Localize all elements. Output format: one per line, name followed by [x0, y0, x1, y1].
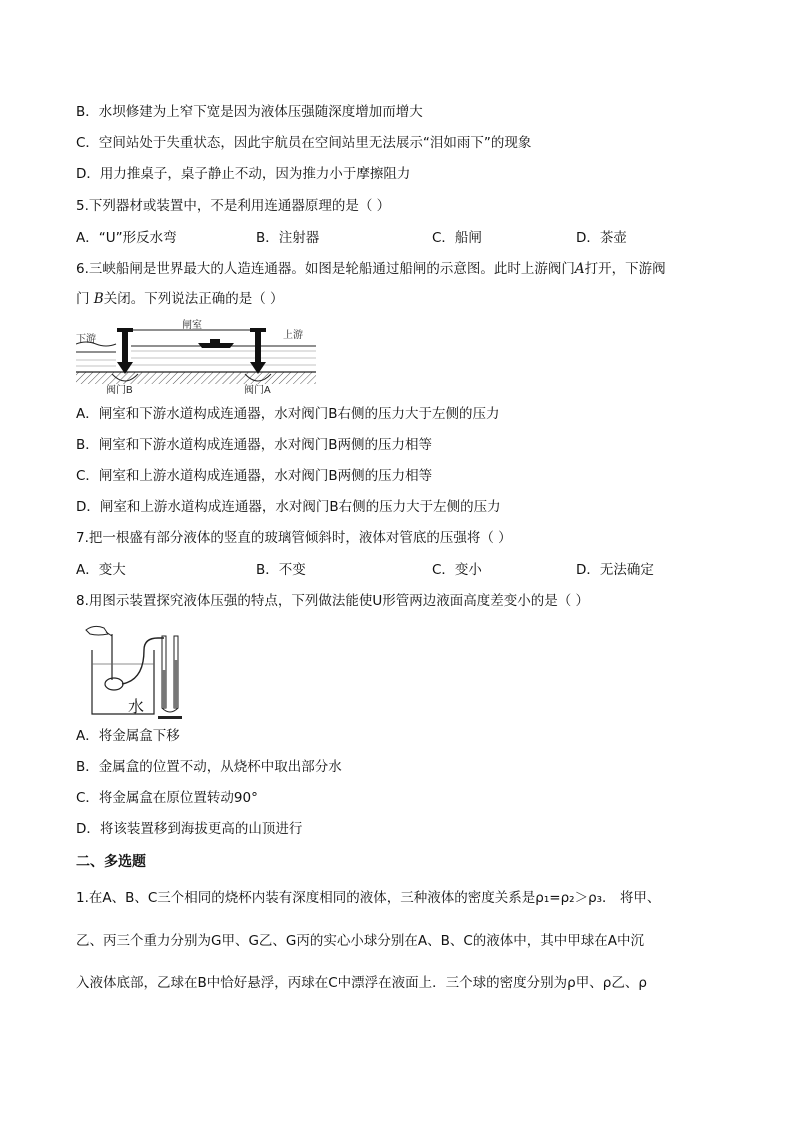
q5-option-b: B．注射器 [256, 230, 320, 246]
q5-option-a: A．“U”形反水弯 [76, 230, 177, 246]
label-lock-room: 闸室 [182, 320, 202, 331]
q6-option-c: C．闸室和上游水道构成连通器，水对阀门B两侧的压力相等 [76, 468, 433, 484]
question-6-line-1: 6.三峡船闸是世界最大的人造连通器。如图是轮船通过船闸的示意图。此时上游阀门A打开，下游阀 [76, 261, 666, 277]
q6-option-d: D．闸室和上游水道构成连通器，水对阀门B右侧的压力大于左侧的压力 [76, 499, 501, 515]
label-valve-a: 阀门A [244, 385, 271, 396]
question-7: 7.把一根盛有部分液体的竖直的玻璃管倾斜时，液体对管底的压强将（ ） [76, 530, 512, 546]
ship-lock-figure [76, 318, 316, 398]
q6-option-a: A．闸室和下游水道构成连通器，水对阀门B右侧的压力大于左侧的压力 [76, 406, 500, 422]
label-valve-b: 阀门B [106, 385, 133, 396]
label-downstream: 下游 [76, 334, 96, 345]
question-8: 8.用图示装置探究液体压强的特点，下列做法能使U形管两边液面高度差变小的是（ ） [76, 593, 590, 609]
q6-option-b: B．闸室和下游水道构成连通器，水对阀门B两侧的压力相等 [76, 437, 433, 453]
q7-option-a: A．变大 [76, 562, 126, 578]
option-b-dam: B．水坝修建为上窄下宽是因为液体压强随深度增加而增大 [76, 104, 423, 120]
q8-option-c: C．将金属盒在原位置转动90° [76, 790, 258, 806]
multi-question-1-line-2: 乙、丙三个重力分别为G甲、G乙、G丙的实心小球分别在A、B、C的液体中，其中甲球在A中沉 [76, 933, 645, 949]
label-upstream: 上游 [283, 330, 303, 341]
q7-option-b: B．不变 [256, 562, 306, 578]
q8-option-b: B．金属盒的位置不动，从烧杯中取出部分水 [76, 759, 342, 775]
question-6-line-2: 门 B关闭。下列说法正确的是（ ） [76, 291, 284, 307]
beaker-u-tube-figure [84, 620, 184, 720]
q8-option-a: A．将金属盒下移 [76, 728, 180, 744]
question-5: 5.下列器材或装置中，不是利用连通器原理的是（ ） [76, 198, 391, 214]
option-d-table: D．用力推桌子，桌子静止不动，因为推力小于摩擦阻力 [76, 166, 411, 182]
q8-option-d: D．将该装置移到海拔更高的山顶进行 [76, 821, 303, 837]
multi-question-1-line-3: 入液体底部，乙球在B中恰好悬浮，丙球在C中漂浮在液面上．三个球的密度分别为ρ甲、ρ乙、ρ [76, 975, 647, 991]
q5-option-c: C．船闸 [432, 230, 482, 246]
q5-option-d: D．茶壶 [576, 230, 627, 246]
section-heading-multi-choice: 二、多选题 [76, 854, 146, 870]
label-water: 水 [128, 699, 145, 716]
option-c-space-station: C．空间站处于失重状态，因此宇航员在空间站里无法展示“泪如雨下”的现象 [76, 135, 532, 151]
q7-option-c: C．变小 [432, 562, 482, 578]
multi-question-1-line-1: 1.在A、B、C三个相同的烧杯内装有深度相同的液体，三种液体的密度关系是ρ₁=ρ₂＞ρ₃． 将甲、 [76, 890, 661, 906]
q7-option-d: D．无法确定 [576, 562, 654, 578]
